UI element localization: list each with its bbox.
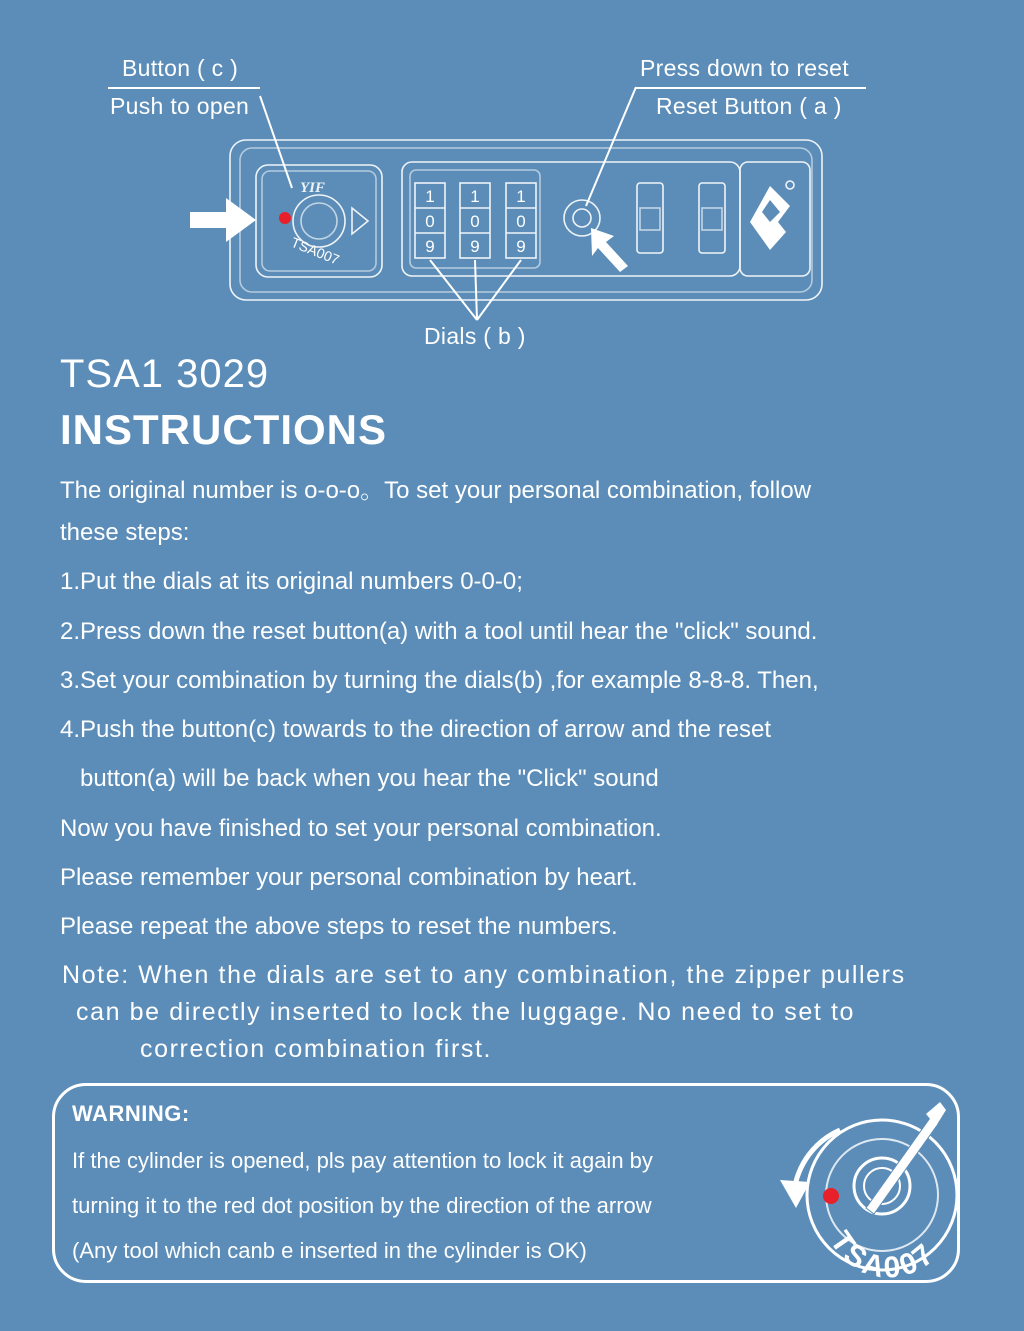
dial-1-mid-digit: 0 (425, 212, 435, 231)
intro-line-2: these steps: (60, 519, 190, 546)
dials-leader-1 (430, 260, 477, 320)
instructions-heading: INSTRUCTIONS (60, 406, 387, 453)
warning-title: WARNING: (72, 1101, 190, 1126)
warning-line-3: (Any tool which canb e inserted in the cylinder is OK) (72, 1238, 587, 1263)
reset-leader (586, 87, 636, 206)
tsa-mark: TSA007 (288, 233, 342, 268)
zipper-slot-1 (637, 183, 663, 253)
intro-line-1: The original number is o-o-o。To set your personal combination, follow (60, 477, 812, 504)
push-arrow-icon (190, 198, 256, 242)
closing-line-1: Now you have finished to set your personal combination. (60, 815, 662, 842)
dial-2-bot-digit: 9 (470, 237, 480, 256)
dials-leader-2 (475, 260, 477, 320)
button-c-rule (108, 87, 260, 89)
step-4-continued: button(a) will be back when you hear the "Click" sound (80, 765, 659, 792)
note-line-3: correction combination first. (140, 1035, 493, 1063)
lock-diagram (0, 0, 1024, 360)
dials-leader-3 (477, 260, 521, 320)
step-4: 4.Push the button(c) towards to the direction of arrow and the reset (60, 716, 772, 743)
seal-red-dot (823, 1188, 839, 1204)
press-down-label: Press down to reset (640, 55, 849, 81)
dial-3-top-digit: 1 (516, 187, 526, 206)
seal-text: TSA007 (823, 1225, 943, 1280)
step-3: 3.Set your combination by turning the dials(b) ,for example 8-8-8. Then, (60, 667, 819, 694)
svg-text:TSA007 (823, 1226, 942, 1280)
dial-3-mid-digit: 0 (516, 212, 526, 231)
closing-line-2: Please remember your personal combination by heart. (60, 864, 638, 891)
reset-button-label: Reset Button ( a ) (656, 93, 842, 119)
push-to-open-label: Push to open (110, 93, 250, 119)
note-line-2: can be directly inserted to lock the luggage. No need to set to (76, 998, 855, 1026)
button-c-label: Button ( c ) (122, 55, 239, 81)
zipper-slot-2 (699, 183, 725, 253)
dials-label: Dials ( b ) (424, 323, 526, 349)
red-dot (279, 212, 291, 224)
reset-rule (636, 87, 866, 89)
key-tool-icon (866, 1118, 938, 1214)
dial-1-top-digit: 1 (425, 187, 435, 206)
closing-line-3: Please repeat the above steps to reset the numbers. (60, 913, 618, 940)
warning-line-1: If the cylinder is opened, pls pay attention to lock it again by (72, 1148, 653, 1173)
step-2: 2.Press down the reset button(a) with a tool until hear the "click" sound. (60, 618, 818, 645)
step-1: 1.Put the dials at its original numbers 0-0-0; (60, 568, 523, 595)
brand-mark: YIF (300, 180, 326, 196)
dial-2-top-digit: 1 (470, 187, 480, 206)
tsa-diamond-logo (750, 186, 790, 250)
model-number: TSA1 3029 (60, 352, 270, 396)
reset-pointer-arrow-icon (591, 228, 628, 272)
dial-1-bot-digit: 9 (425, 237, 435, 256)
dial-window (402, 162, 740, 276)
dial-2-mid-digit: 0 (470, 212, 480, 231)
note-line-1: Note: When the dials are set to any combination, the zipper pullers (62, 961, 906, 989)
button-c-leader (260, 96, 292, 188)
dial-3-bot-digit: 9 (516, 237, 526, 256)
cylinder-illustration (770, 1100, 960, 1280)
warning-line-2: turning it to the red dot position by the direction of the arrow (72, 1193, 652, 1218)
